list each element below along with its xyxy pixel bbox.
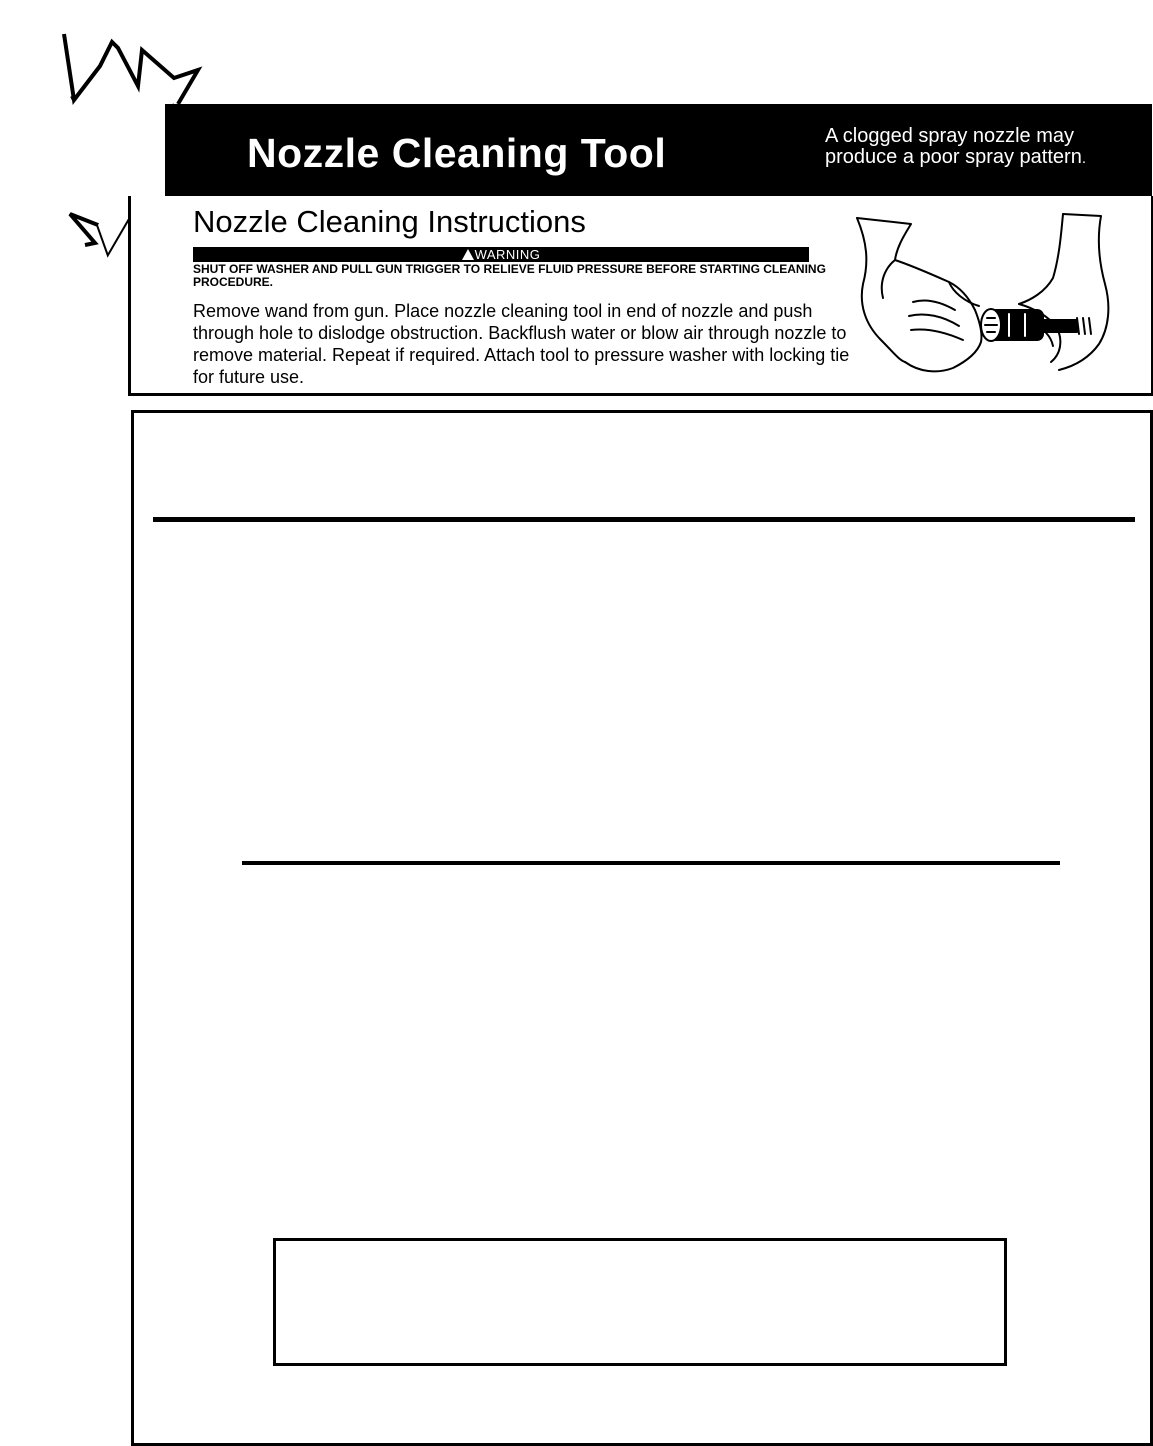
horizontal-rule xyxy=(242,861,1060,865)
title-note-period: . xyxy=(1081,150,1086,167)
title-note xyxy=(825,126,1145,169)
horizontal-rule xyxy=(153,517,1135,522)
page-title: Nozzle Cleaning Tool xyxy=(247,130,667,176)
title-note-text: A clogged spray nozzle may produce a poor spray pattern xyxy=(825,125,1082,168)
warning-text: SHUT OFF WASHER AND PULL GUN TRIGGER TO RELIEVE FLUID PRESSURE BEFORE STARTING CLEANING PROCEDURE. xyxy=(193,262,826,289)
instructions-body: Remove wand from gun. Place nozzle cleaning tool in end of nozzle and push through hole to dislodge obstruction. Backflush water or blow air through nozzle to remove material. Repeat if required. Attach tool to pressure washer with locking tie for future use. xyxy=(193,301,850,387)
warning-triangle-icon xyxy=(462,249,474,260)
instructions-heading: Nozzle Cleaning Instructions xyxy=(193,204,586,239)
instructions-box xyxy=(128,196,1153,396)
inner-box xyxy=(273,1238,1007,1366)
title-bar xyxy=(165,104,1152,196)
warning-bar xyxy=(193,247,809,262)
warning-label: WARNING xyxy=(474,247,541,262)
hands-holding-nozzle-illustration xyxy=(853,212,1113,377)
content-box xyxy=(131,410,1153,1446)
